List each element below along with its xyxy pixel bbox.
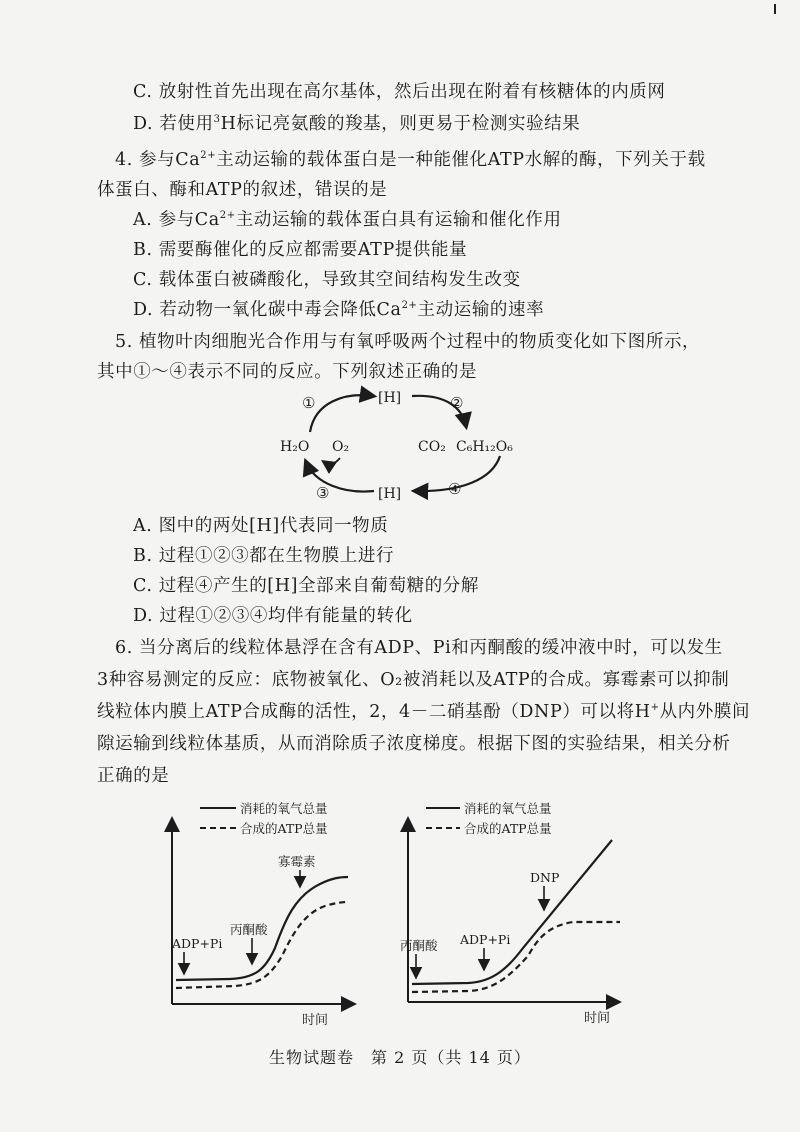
diagram-n3: ③ [316, 484, 330, 502]
q5-option-b: B. 过程①②③都在生物膜上进行 [133, 546, 395, 566]
annotation-oligomycin: 寡霉素 [278, 854, 316, 869]
legend-solid-label: 消耗的氧气总量 [464, 801, 552, 816]
q6-stem-line1: 6. 当分离后的线粒体悬浮在含有ADP、Pi和丙酮酸的缓冲液中时，可以发生 [115, 638, 723, 658]
legend-dashed-label: 合成的ATP总量 [240, 821, 328, 836]
arrow-o2-h2o [324, 458, 340, 464]
annotation-pyruvate: 丙酮酸 [230, 922, 268, 937]
q3-option-d: D. 若使用$^3$H标记亮氨酸的羧基，则更易于检测实验结果 [133, 114, 581, 134]
legend-solid-label: 消耗的氧气总量 [240, 801, 328, 816]
q6-stem-line5: 正确的是 [97, 766, 170, 786]
diagram-co2: CO₂ [418, 439, 446, 455]
annotation-adp: ADP+Pi [172, 936, 223, 951]
chart-left [160, 798, 370, 1028]
q4-option-b: B. 需要酶催化的反应都需要ATP提供能量 [133, 240, 468, 260]
series-oxygen-curve [412, 840, 612, 984]
q4-stem-line2: 体蛋白、酶和ATP的叙述，错误的是 [97, 180, 388, 200]
q6-stem-line3: 线粒体内膜上ATP合成酶的活性，2，4－二硝基酚（DNP）可以将H+从内外膜间 [97, 702, 751, 722]
q4-option-a: A. 参与$Ca^{2+}$主动运输的载体蛋白具有运输和催化作用 [133, 210, 562, 230]
q4-option-c: C. 载体蛋白被磷酸化，导致其空间结构发生改变 [133, 270, 521, 290]
diagram-h-bottom: [H] [378, 486, 402, 502]
diagram-h-top: [H] [378, 390, 402, 406]
annotation-pyruvate: 丙酮酸 [400, 938, 438, 953]
q5-option-a: A. 图中的两处[H]代表同一物质 [133, 516, 389, 536]
page-footer: 生物试题卷 第 2 页（共 14 页） [269, 1048, 531, 1067]
x-axis-label: 时间 [302, 1013, 329, 1028]
q4-stem-line1: 4. 参与$Ca^{2+}$主动运输的载体蛋白是一种能催化ATP水解的酶，下列关于载 [115, 150, 706, 170]
q5-stem-line2: 其中①～④表示不同的反应。下列叙述正确的是 [97, 362, 478, 382]
q6-stem-line4: 隙运输到线粒体基质，从而消除质子浓度梯度。根据下图的实验结果，相关分析 [97, 734, 731, 754]
legend-dashed-label: 合成的ATP总量 [464, 821, 552, 836]
diagram-n2: ② [450, 394, 464, 412]
page-edge-mark [774, 4, 776, 14]
x-axis-label: 时间 [584, 1011, 611, 1026]
diagram-n1: ① [302, 394, 316, 412]
q5-cycle-diagram [270, 382, 540, 506]
q3-option-c: C. 放射性首先出现在高尔基体，然后出现在附着有核糖体的内质网 [133, 82, 666, 102]
q4-option-d: D. 若动物一氧化碳中毒会降低$Ca^{2+}$主动运输的速率 [133, 300, 545, 320]
diagram-h2o: H₂O [280, 439, 310, 455]
chart-right [398, 798, 658, 1030]
diagram-glucose: C₆H₁₂O₆ [456, 439, 513, 455]
diagram-o2: O₂ [332, 439, 350, 455]
q5-option-d: D. 过程①②③④均伴有能量的转化 [133, 606, 413, 626]
q5-option-c: C. 过程④产生的[H]全部来自葡萄糖的分解 [133, 576, 480, 596]
q5-stem-line1: 5. 植物叶肉细胞光合作用与有氧呼吸两个过程中的物质变化如下图所示， [115, 332, 701, 352]
annotation-adp: ADP+Pi [460, 932, 511, 947]
diagram-n4: ④ [448, 480, 462, 498]
q6-stem-line2: 3种容易测定的反应：底物被氧化、O₂被消耗以及ATP的合成。寡霉素可以抑制 [97, 670, 730, 690]
annotation-dnp: DNP [530, 870, 560, 885]
arrow-1 [310, 395, 373, 432]
